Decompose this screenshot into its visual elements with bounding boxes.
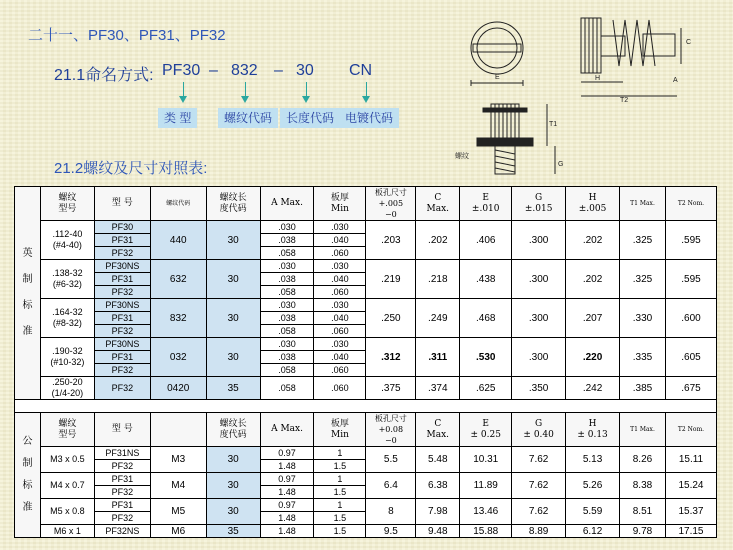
tag-length-code: 长度代码	[280, 108, 340, 128]
a-max-cell: .030	[260, 299, 314, 312]
c-cell: 6.38	[416, 473, 460, 499]
c-cell: .311	[416, 338, 460, 377]
plate-min-cell: .030	[314, 299, 366, 312]
thread-code-cell: M6	[150, 525, 206, 538]
e-cell: .468	[460, 299, 512, 338]
header-c: C Max.	[416, 413, 460, 447]
side-view	[581, 18, 691, 104]
header-code: 螺纹代码	[150, 187, 206, 221]
svg-text:G: G	[558, 161, 564, 168]
h-cell: .207	[566, 299, 620, 338]
length-code-cell: 30	[206, 499, 260, 525]
t2-cell: .600	[665, 299, 716, 338]
g-cell: .350	[512, 377, 566, 400]
length-code-cell: 30	[206, 299, 260, 338]
svg-text:C: C	[686, 39, 692, 46]
svg-text:E: E	[495, 74, 500, 81]
model-cell: PF32	[94, 325, 150, 338]
h-cell: .202	[566, 260, 620, 299]
a-max-cell: .038	[260, 273, 314, 286]
table-row	[15, 299, 717, 312]
a-max-cell: .058	[260, 377, 314, 400]
plate-min-cell: 1.5	[314, 460, 366, 473]
length-code-cell: 30	[206, 338, 260, 377]
a-max-cell: 1.48	[260, 525, 314, 538]
hole-cell: .250	[366, 299, 416, 338]
thread-cell: M4 x 0.7	[40, 473, 94, 499]
hole-cell: 9.5	[366, 525, 416, 538]
plate-min-cell: .040	[314, 351, 366, 364]
t2-cell: .605	[665, 338, 716, 377]
hole-cell: 5.5	[366, 447, 416, 473]
naming-part-thread: 832	[231, 62, 258, 79]
table-row	[15, 525, 717, 538]
t1-cell: .385	[620, 377, 666, 400]
c-cell: .249	[416, 299, 460, 338]
svg-text:A: A	[673, 77, 678, 84]
model-cell: PF32	[94, 247, 150, 260]
h-cell: 5.26	[566, 473, 620, 499]
a-max-cell: .058	[260, 286, 314, 299]
e-cell: 11.89	[460, 473, 512, 499]
thread-code-cell: 032	[150, 338, 206, 377]
model-cell: PF31	[94, 499, 150, 512]
model-cell: PF31	[94, 234, 150, 247]
tag-plating-code: 电镀代码	[339, 108, 399, 128]
g-cell: 8.89	[512, 525, 566, 538]
c-cell: 5.48	[416, 447, 460, 473]
a-max-cell: 1.48	[260, 460, 314, 473]
header-hole: 板孔尺寸 +0.08 −0	[366, 413, 416, 447]
header-t2: T2 Nom.	[665, 413, 716, 447]
imperial-header-row	[15, 187, 717, 221]
model-cell: PF32	[94, 460, 150, 473]
header-length: 螺纹长 度代码	[206, 413, 260, 447]
a-max-cell: .038	[260, 351, 314, 364]
model-cell: PF32	[94, 512, 150, 525]
t1-cell: 8.51	[620, 499, 666, 525]
table-row	[15, 447, 717, 460]
naming-prefix: 21.1命名方式:	[54, 67, 154, 84]
t1-cell: 8.26	[620, 447, 666, 473]
model-cell: PF31	[94, 473, 150, 486]
header-g: G ±.015	[512, 187, 566, 221]
model-cell: PF32	[94, 377, 150, 400]
model-cell: PF32NS	[94, 525, 150, 538]
plate-min-cell: 1.5	[314, 525, 366, 538]
thread-code-cell: 632	[150, 260, 206, 299]
header-hole: 板孔尺寸 +.005 −0	[366, 187, 416, 221]
a-max-cell: .058	[260, 247, 314, 260]
length-code-cell: 30	[206, 473, 260, 499]
header-length: 螺纹长 度代码	[206, 187, 260, 221]
metric-header-row	[15, 413, 717, 447]
naming-line	[54, 62, 384, 82]
plate-min-cell: 1.5	[314, 512, 366, 525]
header-a: A Max.	[260, 187, 314, 221]
header-thread: 螺纹 型号	[40, 413, 94, 447]
header-a: A Max.	[260, 413, 314, 447]
model-cell: PF30	[94, 221, 150, 234]
plate-min-cell: .040	[314, 312, 366, 325]
header-plate: 板厚 Min	[314, 187, 366, 221]
g-cell: .300	[512, 299, 566, 338]
naming-part-plating: CN	[349, 62, 373, 79]
c-cell: 7.98	[416, 499, 460, 525]
length-code-cell: 30	[206, 260, 260, 299]
plate-min-cell: .030	[314, 338, 366, 351]
t1-cell: .335	[620, 338, 666, 377]
a-max-cell: 0.97	[260, 473, 314, 486]
table-row	[15, 338, 717, 351]
a-max-cell: .038	[260, 312, 314, 325]
thread-cell: M6 x 1	[40, 525, 94, 538]
c-cell: .218	[416, 260, 460, 299]
svg-text:T2: T2	[620, 97, 629, 104]
plate-min-cell: .040	[314, 234, 366, 247]
model-cell: PF30NS	[94, 338, 150, 351]
naming-dash: –	[274, 62, 283, 79]
h-cell: .220	[566, 338, 620, 377]
t2-cell: .595	[665, 221, 716, 260]
plate-min-cell: .060	[314, 377, 366, 400]
plate-min-cell: 1.5	[314, 486, 366, 499]
model-cell: PF31	[94, 273, 150, 286]
thread-code-cell: M3	[150, 447, 206, 473]
length-code-cell: 35	[206, 525, 260, 538]
h-cell: .202	[566, 221, 620, 260]
e-cell: 10.31	[460, 447, 512, 473]
thread-code-cell: M4	[150, 473, 206, 499]
header-t2: T2 Nom.	[665, 187, 716, 221]
naming-dash: –	[209, 62, 218, 79]
header-model: 型 号	[94, 187, 150, 221]
model-cell: PF30NS	[94, 299, 150, 312]
tag-thread-code: 螺纹代码	[218, 108, 278, 128]
plate-min-cell: .060	[314, 325, 366, 338]
a-max-cell: .058	[260, 325, 314, 338]
header-thread: 螺纹 型号	[40, 187, 94, 221]
a-max-cell: .038	[260, 234, 314, 247]
header-h: H ± 0.13	[566, 413, 620, 447]
a-max-cell: 0.97	[260, 499, 314, 512]
e-cell: .530	[460, 338, 512, 377]
header-e: E ±.010	[460, 187, 512, 221]
a-max-cell: 0.97	[260, 447, 314, 460]
g-cell: 7.62	[512, 473, 566, 499]
e-cell: .406	[460, 221, 512, 260]
t1-cell: 9.78	[620, 525, 666, 538]
t1-cell: 8.38	[620, 473, 666, 499]
plate-min-cell: 1	[314, 473, 366, 486]
imperial-side-label: 英 制 标 准	[15, 187, 41, 400]
top-view	[471, 22, 523, 86]
header-g: G ± 0.40	[512, 413, 566, 447]
table-gap	[15, 400, 717, 413]
thread-code-cell: 832	[150, 299, 206, 338]
h-cell: .242	[566, 377, 620, 400]
length-code-cell: 30	[206, 221, 260, 260]
g-cell: 7.62	[512, 447, 566, 473]
plate-min-cell: .060	[314, 364, 366, 377]
svg-text:H: H	[595, 75, 601, 82]
thread-code-cell: M5	[150, 499, 206, 525]
a-max-cell: 1.48	[260, 486, 314, 499]
header-c: C Max.	[416, 187, 460, 221]
e-cell: 13.46	[460, 499, 512, 525]
hole-cell: .219	[366, 260, 416, 299]
thread-cell: .112-40 (#4-40)	[40, 221, 94, 260]
t2-cell: 17.15	[665, 525, 716, 538]
a-max-cell: 1.48	[260, 512, 314, 525]
spec-table	[14, 186, 717, 538]
hole-cell: .312	[366, 338, 416, 377]
model-cell: PF32	[94, 486, 150, 499]
model-cell: PF32	[94, 286, 150, 299]
header-plate: 板厚 Min	[314, 413, 366, 447]
plate-min-cell: .060	[314, 247, 366, 260]
thread-cell: .250-20 (1/4-20)	[40, 377, 94, 400]
page-title: 二十一、PF30、PF31、PF32	[28, 27, 226, 44]
model-cell: PF31	[94, 312, 150, 325]
header-t1: T1 Max.	[620, 187, 666, 221]
table-row	[15, 221, 717, 234]
h-cell: 5.59	[566, 499, 620, 525]
model-cell: PF31	[94, 351, 150, 364]
c-cell: 9.48	[416, 525, 460, 538]
front-view	[455, 104, 563, 174]
thread-cell: .164-32 (#8-32)	[40, 299, 94, 338]
h-cell: 6.12	[566, 525, 620, 538]
c-cell: .202	[416, 221, 460, 260]
plate-min-cell: 1	[314, 499, 366, 512]
table-row	[15, 473, 717, 486]
e-cell: .438	[460, 260, 512, 299]
header-model: 型 号	[94, 413, 150, 447]
t2-cell: .595	[665, 260, 716, 299]
plate-min-cell: 1	[314, 447, 366, 460]
thread-cell: M3 x 0.5	[40, 447, 94, 473]
a-max-cell: .030	[260, 221, 314, 234]
a-max-cell: .030	[260, 260, 314, 273]
svg-text:T1: T1	[549, 121, 558, 128]
header-e: E ± 0.25	[460, 413, 512, 447]
c-cell: .374	[416, 377, 460, 400]
e-cell: .625	[460, 377, 512, 400]
t2-cell: 15.37	[665, 499, 716, 525]
hole-cell: .375	[366, 377, 416, 400]
length-code-cell: 35	[206, 377, 260, 400]
e-cell: 15.88	[460, 525, 512, 538]
table-row	[15, 377, 717, 400]
a-max-cell: .058	[260, 364, 314, 377]
thread-cell: .138-32 (#6-32)	[40, 260, 94, 299]
naming-part-type: PF30	[162, 62, 201, 79]
header-code	[150, 413, 206, 447]
table-row	[15, 260, 717, 273]
header-h: H ±.005	[566, 187, 620, 221]
plate-min-cell: .030	[314, 260, 366, 273]
svg-text:螺纹: 螺纹	[455, 152, 469, 160]
length-code-cell: 30	[206, 447, 260, 473]
g-cell: .300	[512, 338, 566, 377]
naming-part-length: 30	[296, 62, 314, 79]
t2-cell: .675	[665, 377, 716, 400]
hole-cell: 6.4	[366, 473, 416, 499]
table-heading: 21.2螺纹及尺寸对照表:	[54, 160, 208, 177]
thread-cell: .190-32 (#10-32)	[40, 338, 94, 377]
g-cell: .300	[512, 260, 566, 299]
header-t1: T1 Max.	[620, 413, 666, 447]
table-row	[15, 499, 717, 512]
t1-cell: .325	[620, 260, 666, 299]
g-cell: .300	[512, 221, 566, 260]
t1-cell: .330	[620, 299, 666, 338]
g-cell: 7.62	[512, 499, 566, 525]
thread-code-cell: 0420	[150, 377, 206, 400]
metric-side-label: 公 制 标 准	[15, 413, 41, 538]
h-cell: 5.13	[566, 447, 620, 473]
plate-min-cell: .060	[314, 286, 366, 299]
hole-cell: 8	[366, 499, 416, 525]
a-max-cell: .030	[260, 338, 314, 351]
hole-cell: .203	[366, 221, 416, 260]
plate-min-cell: .040	[314, 273, 366, 286]
t2-cell: 15.11	[665, 447, 716, 473]
thread-code-cell: 440	[150, 221, 206, 260]
thread-cell: M5 x 0.8	[40, 499, 94, 525]
model-cell: PF31NS	[94, 447, 150, 460]
plate-min-cell: .030	[314, 221, 366, 234]
fastener-drawing	[455, 8, 695, 184]
tag-type: 类 型	[158, 108, 197, 128]
model-cell: PF30NS	[94, 260, 150, 273]
t1-cell: .325	[620, 221, 666, 260]
model-cell: PF32	[94, 364, 150, 377]
t2-cell: 15.24	[665, 473, 716, 499]
